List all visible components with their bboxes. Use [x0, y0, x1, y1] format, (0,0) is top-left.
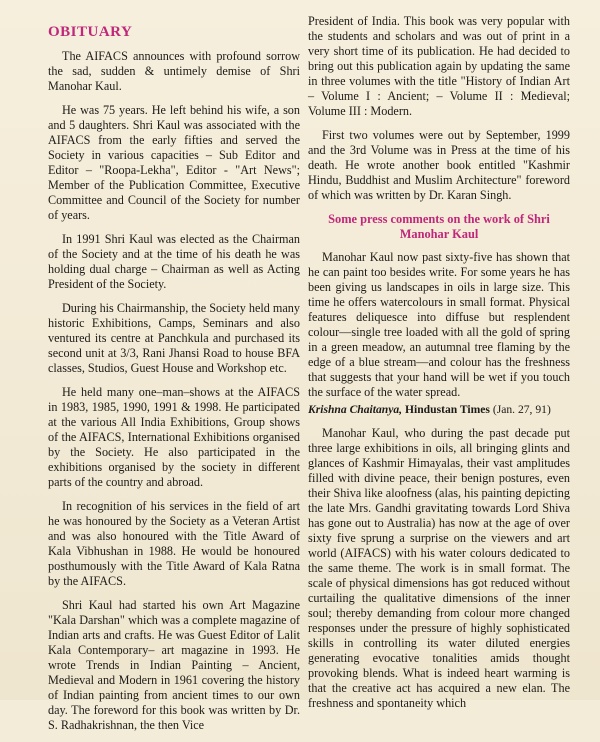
paragraph: He held many one–man–shows at the AIFACS in 1983, 1985, 1990, 1991 & 1998. He participated at the various All India Exhibitions, Group shows of the AIFACS, International Exhibitions organised by the Society. He also participated in the exhibitions organised by the society in different parts of the country and abroad. [48, 385, 300, 489]
left-column [48, 14, 300, 742]
paragraph: He was 75 years. He left behind his wife, a son and 5 daughters. Shri Kaul was associated with the AIFACS from the early fifties and served the Society in various capacities – Sub Editor and Editor – "Roopa-Lekha", Editor - "Art News"; Member of the Publication Committee, Executive Committee and Council of the Society for number of years. [48, 103, 300, 222]
paragraph-continuation: President of India. This book was very popular with the students and scholars and was out of print in a very short time of its publication. He had decided to bring out this publication again by updating the same in three volumes with the title "History of Indian Art – Volume I : Ancient; – Volume II : Medieval; Volume III : Modern. [308, 14, 570, 118]
press-comments-subheading: Some press comments on the work of Shri Manohar Kaul [328, 212, 550, 241]
paragraph: Shri Kaul had started his own Art Magazine "Kala Darshan" which was a complete magazine of Indian arts and crafts. He was Guest Editor of Lalit Kala Contemporary– art magazine in 1993. He wrote Trends in Indian Painting – Ancient, Medieval and Modern in 1961 covering the history of Indian painting from ancient times to our own day. The foreword for this book was written by Dr. S. Radhakrishnan, the then Vice [48, 598, 300, 732]
press-comment: Manohar Kaul now past sixty-five has shown that he can paint too besides write. For some years he has been giving us landscapes in oils in large size. This time he offers watercolours in small format. Physical features deliquesce into diffuse but resplendent colour—single tree loaded with all the gold of spring in a green meadow, an autumnal tree flaming by the edge of a blue stream—and colour has the freshness that suggests that your hand will be wet if you touch the surface of the water spread. [308, 250, 570, 399]
paragraph: In 1991 Shri Kaul was elected as the Chairman of the Society and at the time of his death he was holding dual charge – Chairman as well as Acting President of the Society. [48, 232, 300, 291]
right-column [308, 14, 570, 720]
press-comment: Manohar Kaul, who during the past decade put three large exhibitions in oils, all bringing glints and glances of Kashmir Himayalas, their vast amplitudes filled with divine peace, their benign postures, even their Shiva like aloofness (alas, his painting depicting the late Mrs. Gandhi gravitating towards Lord Shiva has gone out to Australia) has now at the age of over sixty five sprung a surprise on the viewers and art world (AIFACS) with his water colours dedicated to the same theme. The work is in small format. The scale of physical dimensions has got reduced without curtailing the qualitative dimensions of the inner soul; thereby demanding from colour more changed responses under the pressure of highly sophisticated skills in controlling its water diluted energies generating evocative tonalities amids thought provoking blends. What is indeed heart warming is that the creative act has acquired a new elan. The freshness and spontaneity which [308, 426, 570, 710]
paragraph: In recognition of his services in the field of art he was honoured by the Society as a Veteran Artist and was also honoured with the Title Award of Kala Vibhushan in 1988. He would be honoured posthumously with the Title Award of Kala Ratna by the AIFACS. [48, 499, 300, 588]
attribution-paper: Hindustan Times [404, 403, 490, 416]
attribution-author: Krishna Chaitanya, [308, 403, 403, 416]
press-attribution [308, 403, 570, 417]
paragraph: During his Chairmanship, the Society held many historic Exhibitions, Camps, Seminars and also ventured its centre at Panchkula and purchased its second unit at 3/3, Rani Jhansi Road to house BFA classes, Studios, Guest House and Workshop etc. [48, 301, 300, 375]
paragraph: First two volumes were out by September, 1999 and the 3rd Volume was in Press at the time of his death. He wrote another book entitled "Kashmir Hindu, Buddhist and Muslim Architecture" foreword of which was written by Dr. Karan Singh. [308, 128, 570, 202]
attribution-date: (Jan. 27, 91) [492, 403, 551, 416]
obituary-heading: OBITUARY [48, 24, 133, 40]
paragraph: The AIFACS announces with profound sorrow the sad, sudden & untimely demise of Shri Manohar Kaul. [48, 49, 300, 93]
